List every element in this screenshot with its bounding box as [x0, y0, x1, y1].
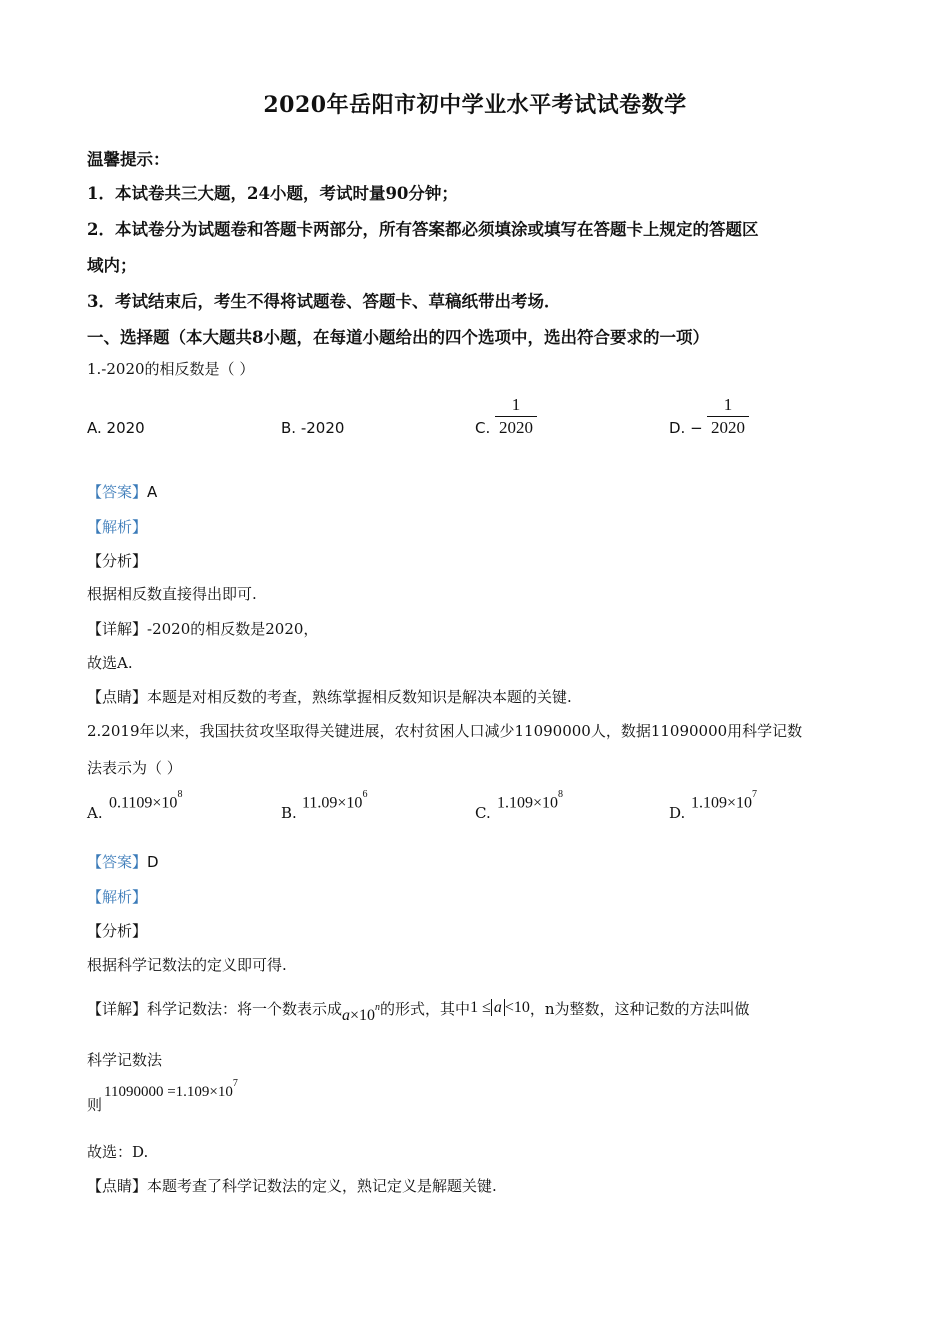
- q1-fenxi-text: 根据相反数直接得出即可.: [87, 585, 257, 603]
- q1-dianjing: 【点睛】本题是对相反数的考查，熟练掌握相反数知识是解决本题的关键.: [87, 688, 572, 706]
- q2-option-b-label: B.: [281, 804, 297, 822]
- answer-tag: 【答案】: [87, 853, 148, 871]
- q2-dianjing: 【点睛】本题考查了科学记数法的定义，熟记定义是解题关键.: [87, 1177, 497, 1195]
- page-title: 2020年岳阳市初中学业水平考试试卷数学: [263, 92, 687, 118]
- q1-analysis-tag: 【解析】: [87, 518, 148, 536]
- q2-option-a-value: $0.1109\times 10^8$: [109, 789, 183, 812]
- q2-stem-cont: 法表示为（ ）: [87, 759, 182, 777]
- q1-stem: 1.-2020的相反数是（ ）: [87, 360, 255, 378]
- q2-answer: [87, 851, 159, 872]
- q2-then-label: 则: [87, 1096, 103, 1114]
- notice-line-2-cont: 域内；: [87, 256, 137, 275]
- notice-line-3: 3．考试结束后，考生不得将试题卷、答题卡、草稿纸带出考场．: [87, 292, 561, 311]
- q2-choose: 故选：D.: [87, 1143, 149, 1161]
- answer-value: D: [147, 853, 159, 871]
- q1-answer: [87, 481, 157, 502]
- q2-option-a-label: A.: [87, 804, 103, 822]
- q2-then-expression: $11090000 =1.109\times 10^7$: [104, 1078, 238, 1100]
- fraction-denominator: 2020: [499, 418, 533, 437]
- q1-option-c-fraction: [495, 394, 537, 439]
- section-heading: 一、选择题（本大题共8小题，在每道小题给出的四个选项中，选出符合要求的一项）: [87, 328, 709, 347]
- q1-option-d-label: D. −: [669, 419, 703, 437]
- q1-choose: 故选A.: [87, 654, 133, 672]
- fraction-denominator: 2020: [711, 418, 745, 437]
- q2-fenxi-text: 根据科学记数法的定义即可得.: [87, 956, 287, 974]
- answer-value: A: [147, 483, 158, 501]
- fraction-numerator: 1: [723, 395, 733, 414]
- q2-option-b-value: $11.09\times 10^6$: [302, 789, 368, 812]
- q2-option-c-value: $1.109\times 10^8$: [497, 789, 564, 812]
- fraction-numerator: 1: [511, 395, 521, 414]
- notice-line-2: 2．本试卷分为试题卷和答题卡两部分，所有答案都必须填涂或填写在答题卡上规定的答题区: [87, 220, 759, 239]
- notice-line-1: 1．本试卷共三大题，24小题，考试时量90分钟；: [87, 184, 458, 203]
- q2-detail: 【详解】科学记数法：将一个数表示成$a\times 10^n$的形式，其中1 ≤ a <10，n为整数，这种记数的方法叫做: [87, 999, 750, 1024]
- q2-analysis-tag: 【解析】: [87, 888, 148, 906]
- q1-detail: 【详解】-2020的相反数是2020，: [87, 620, 319, 638]
- q2-option-c-label: C.: [475, 804, 491, 822]
- q1-option-d-fraction: [707, 394, 749, 439]
- q2-stem: 2.2019年以来，我国扶贫攻坚取得关键进展，农村贫困人口减少11090000人，数据11090000用科学记数: [87, 722, 803, 740]
- q2-fenxi-tag: 【分析】: [87, 922, 148, 940]
- answer-tag: 【答案】: [87, 483, 148, 501]
- q2-detail-cont: 科学记数法: [87, 1051, 163, 1069]
- q2-option-d-label: D.: [669, 804, 686, 822]
- q1-option-a: A. 2020: [87, 419, 145, 437]
- q1-option-c-label: C.: [475, 419, 491, 437]
- q2-option-d-value: $1.109\times 10^7$: [691, 789, 758, 812]
- q1-option-b: B. -2020: [281, 419, 345, 437]
- q1-fenxi-tag: 【分析】: [87, 552, 148, 570]
- notice-heading: 温馨提示：: [87, 150, 170, 169]
